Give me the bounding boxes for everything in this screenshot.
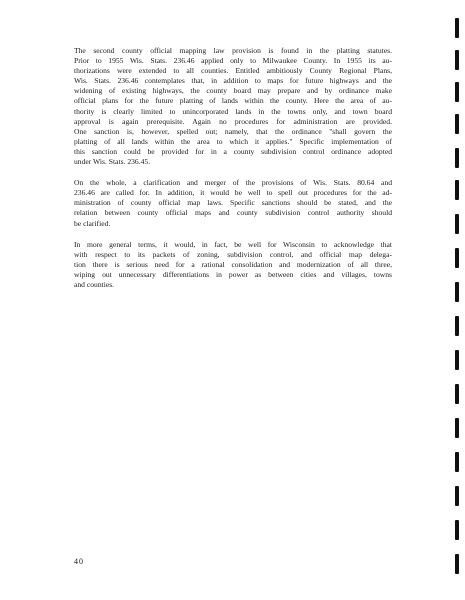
text-line: thority is clearly limited to unincorporated lands in the towns only, and town board: [74, 106, 392, 116]
binding-hole: [455, 316, 459, 336]
binding-hole: [455, 50, 459, 70]
binding-hole: [455, 82, 459, 102]
page-number: 40: [74, 557, 84, 566]
paragraph: [74, 240, 392, 290]
binding-hole: [455, 114, 459, 134]
binding-hole: [455, 180, 459, 200]
text-line: ministration of county official map laws. Specific sanctions should be stated, and the: [74, 198, 392, 208]
binding-hole: [455, 384, 459, 404]
text-line: under Wis. Stats. 236.45.: [74, 157, 151, 167]
text-line: and counties.: [74, 279, 115, 289]
binding-holes: [452, 0, 465, 600]
text-line: this sanction could be provided for in a county subdivision control ordinance adopted: [74, 146, 392, 156]
binding-hole: [455, 554, 459, 574]
text-line: with respect to its packets of zoning, subdivision control, and official map delega-: [74, 249, 392, 259]
text-line: One sanction is, however, spelled out; namely, that the ordinance "shall govern the: [74, 126, 392, 136]
binding-hole: [455, 452, 459, 472]
binding-hole: [455, 350, 459, 370]
binding-hole: [455, 486, 459, 506]
text-line: In more general terms, it would, in fact, be well for Wisconsin to acknowledge that: [74, 239, 392, 249]
paragraph: [74, 178, 392, 228]
binding-hole: [455, 248, 459, 268]
text-line: thorizations were extended to all counties. Entitled ambitiously County Regional Plans,: [74, 66, 392, 76]
text-line: widening of existing highways, the county board may prepare and by ordinance make: [74, 86, 392, 96]
binding-hole: [455, 148, 459, 168]
text-line: Prior to 1955 Wis. Stats. 236.46 applied only to Milwaukee County. In 1955 its au-: [74, 56, 392, 66]
binding-hole: [455, 418, 459, 438]
binding-hole: [455, 214, 459, 234]
paragraph: [74, 46, 392, 167]
text-line: official plans for the future platting of lands within the county. Here the area of au-: [74, 96, 392, 106]
text-line: platting of all lands within the area to which it applies." Specific implementation of: [74, 136, 392, 146]
text-line: be clarified.: [74, 218, 111, 228]
text-line: 236.46 are called for. In addition, it would be well to spell out procedures for the ad-: [74, 188, 392, 198]
text-line: Wis. Stats. 236.46 contemplates that, in addition to maps for future highways and the: [74, 76, 392, 86]
text-line: The second county official mapping law provision is found in the platting statutes.: [74, 46, 392, 55]
text-line: relation between county official maps and county subdivision control authority should: [74, 208, 392, 218]
text-line: On the whole, a clarification and merger of the provisions of Wis. Stats. 80.64 and: [74, 178, 392, 188]
binding-hole: [455, 282, 459, 302]
text-line: wiping out unnecessary differentiations in power as between cities and villages, towns: [74, 269, 392, 279]
binding-hole: [455, 18, 459, 38]
text-line: tion there is serious need for a rational consolidation and modernization of all three,: [74, 259, 392, 269]
text-line: approval is again prerequisite. Again no procedures for administration are provided.: [74, 116, 392, 126]
binding-hole: [455, 520, 459, 540]
body-text: [74, 46, 392, 301]
